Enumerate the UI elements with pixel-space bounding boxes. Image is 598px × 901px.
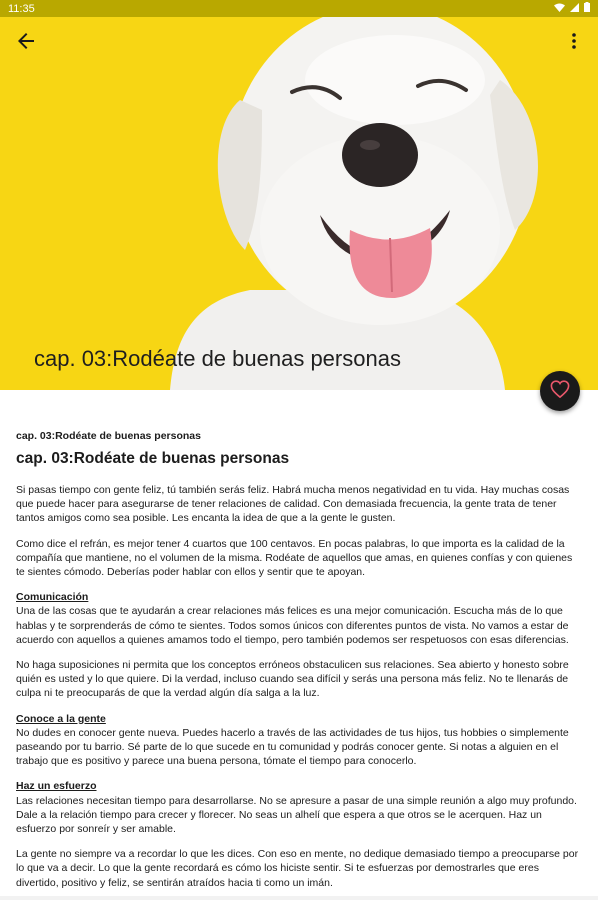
paragraph-text: Una de las cosas que te ayudarán a crear relaciones más felices es una mejor comunicación. Escucha más de lo que hablas y te sorprenderás de cómo te sientes. Todos somos únicos con diferentes puntos de vista. No vamos a estar de acuerdo con aquellos a quienes amamos todo el tiempo, pero también podemos ser respetuosos con esas diferencias. xyxy=(16,605,569,646)
article-title: cap. 03:Rodéate de buenas personas xyxy=(16,450,290,467)
signal-icon xyxy=(570,3,579,15)
section-heading: Comunicación xyxy=(16,591,89,604)
arrow-back-icon[interactable] xyxy=(14,29,38,53)
paragraph-text: No dudes en conocer gente nueva. Puedes hacerlo a través de las actividades de tus hijos, tus hobbies o simplemente paseando por tu barrio. Sé parte de lo que sucede en tu comunidad y podrás conocer gente. Si notas a alguien en el trabajo que es positivo y parece una buena persona, tómate el tiempo para conocerlo. xyxy=(16,726,569,768)
battery-icon xyxy=(584,2,590,15)
wifi-icon xyxy=(554,3,565,15)
article-content xyxy=(16,430,582,901)
heart-outline-icon xyxy=(550,380,570,403)
paragraph: Como dice el refrán, es mejor tener 4 cuartos que 100 centavos. En pocas palabras, lo que importa es la calidad de la compañía que mantiene, no el volumen de la misma. Rodéate de aquellos que amas, en quienes confías y con quienes te sientes cómodo. Deberías poder hablar con ellos y sentir que te apoyan. xyxy=(16,537,573,579)
status-bar xyxy=(0,0,598,17)
section-heading: Haz un esfuerzo xyxy=(16,780,97,793)
more-vert-icon[interactable] xyxy=(562,29,586,53)
section-comunicacion xyxy=(16,590,582,647)
top-app-bar xyxy=(0,17,598,65)
section-conoce xyxy=(16,712,582,769)
section-heading: Conoce a la gente xyxy=(16,712,106,725)
status-time: 11:35 xyxy=(8,2,35,15)
bottom-edge xyxy=(0,896,598,900)
favorite-button[interactable] xyxy=(540,371,580,411)
paragraph: La gente no siempre va a recordar lo que les dices. Con eso en mente, no dedique demasiado tiempo a preocuparse por lo que va a decir. Lo que la gente recordará es cómo los hiciste sentir. Si te esfuerzas por demostrarles que eres divertido, positivo y feliz, se sentirán atraídos hacia ti como un imán. xyxy=(16,848,579,889)
paragraph-text: Las relaciones necesitan tiempo para desarrollarse. No se apresure a pasar de una simple reunión a algo muy profundo. Dale a la relación tiempo para crecer y florecer. No seas un alhelí que espera a que otros se le acerquen. Haz un esfuerzo por sonreír y ser amable. xyxy=(16,794,577,836)
section-esfuerzo xyxy=(16,779,582,836)
article-small-title: cap. 03:Rodéate de buenas personas xyxy=(16,430,201,442)
paragraph: Si pasas tiempo con gente feliz, tú también serás feliz. Habrá mucha menos negatividad en tu vida. Hay muchas cosas que puede hacer para asegurarse de tener relaciones de calidad. Con demasiada frecuencia, la gente trata de tener tantos amigos como sea posible. Les encanta la idea de que a la gente le gusten. xyxy=(16,484,570,525)
paragraph: No haga suposiciones ni permita que los conceptos erróneos obstaculicen sus relaciones. Sea abierto y honesto sobre quién es usted y lo que quiere. Di la verdad, incluso cuando sea difícil y serás una persona más feliz. No te llenarás de culpa ni te preocuparás de que la verdad algún día salga a la luz. xyxy=(16,659,569,700)
hero-title: cap. 03:Rodéate de buenas personas xyxy=(34,346,401,371)
